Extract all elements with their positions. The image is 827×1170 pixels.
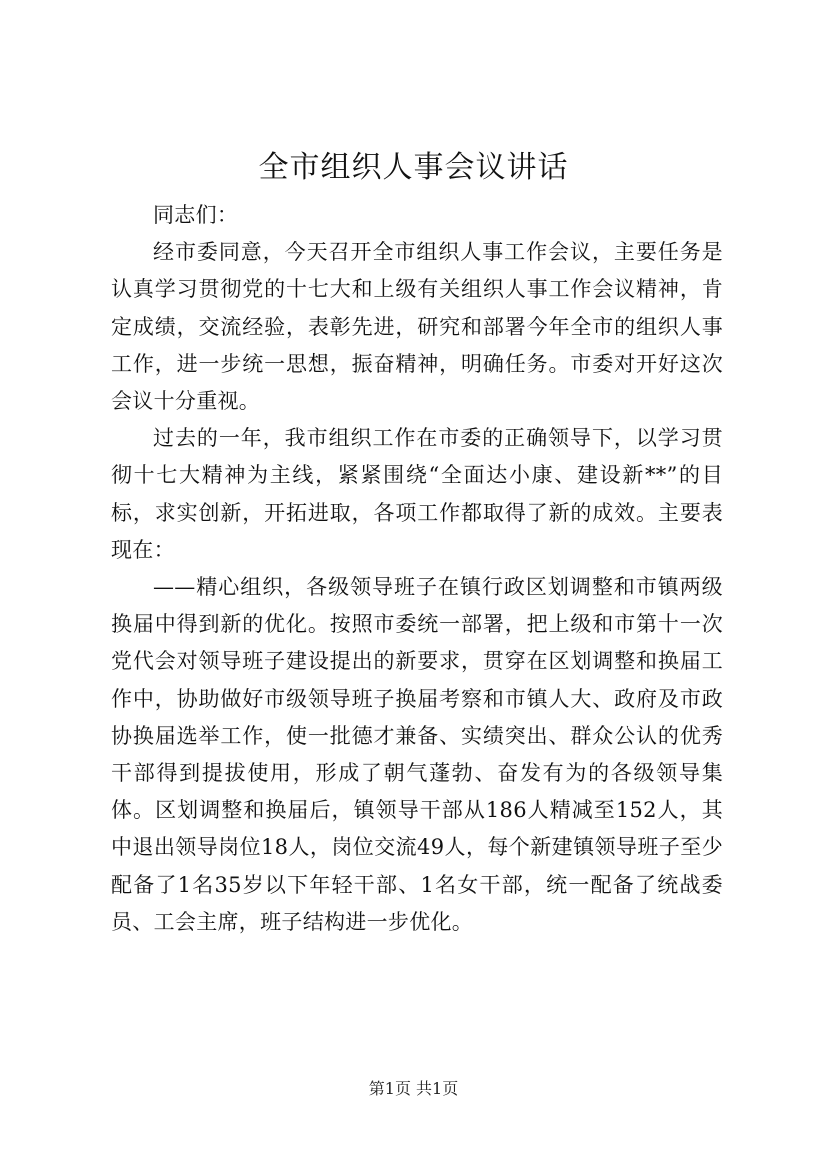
greeting-paragraph: 同志们： [153, 203, 239, 227]
paragraph-2: 过去的一年，我市组织工作在市委的正确领导下，以学习贯彻十七大精神为主线，紧紧围绕“全面达小康、建设新**”的目标，求实创新，开拓进取，各项工作都取得了新的成效。主要表现在： [111, 426, 723, 562]
document-body [111, 197, 723, 941]
paragraph-1: 经市委同意，今天召开全市组织人事工作会议，主要任务是认真学习贯彻党的十七大和上级有关组织人事工作会议精神，肯定成绩，交流经验，表彰先进，研究和部署今年全市的组织人事工作，进一步统一思想，振奋精神，明确任务。市委对开好这次会议十分重视。 [111, 240, 723, 414]
page-number-footer: 第1页 共1页 [368, 1079, 459, 1098]
paragraph-3: ——精心组织，各级领导班子在镇行政区划调整和市镇两级换届中得到新的优化。按照市委统一部署，把上级和市第十一次党代会对领导班子建设提出的新要求，贯穿在区划调整和换届工作中，协助做好市级领导班子换届考察和市镇人大、政府及市政协换届选举工作，使一批德才兼备、实绩突出、群众公认的优秀干部得到提拔使用，形成了朝气蓬勃、奋发有为的各级领导集体。区划调整和换届后，镇领导干部从186人精减至152人，其中退出领导岗位18人，岗位交流49人，每个新建镇领导班子至少配备了1名35岁以下年轻干部、1名女干部，统一配备了统战委员、工会主席，班子结构进一步优化。 [111, 575, 723, 934]
document-title: 全市组织人事会议讲话 [258, 150, 569, 185]
